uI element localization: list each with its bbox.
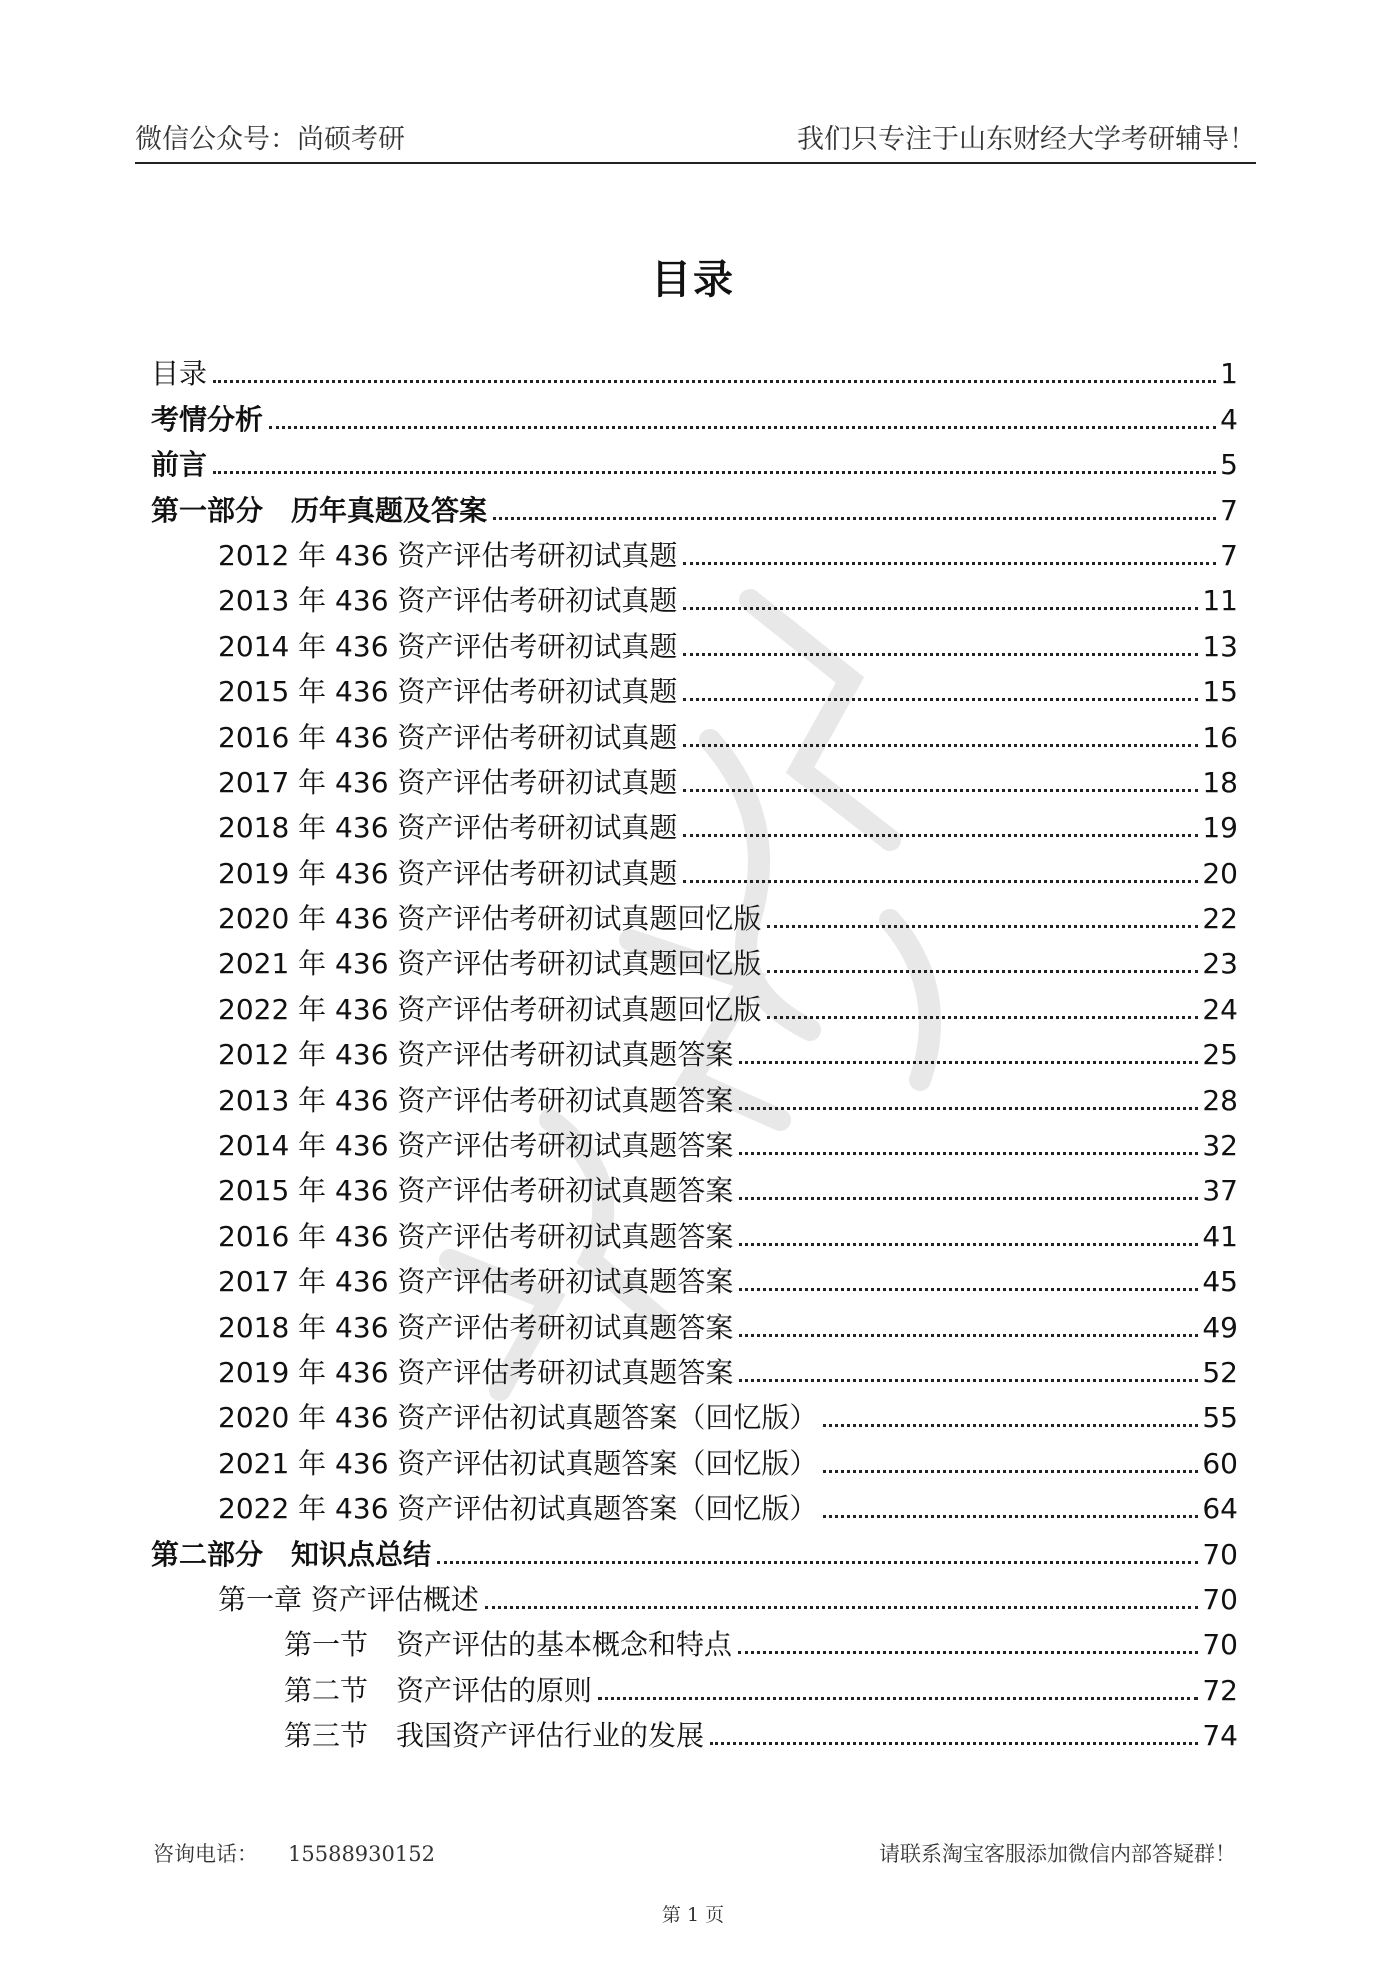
toc-entry-label: 2013 年 436 资产评估考研初试真题: [218, 584, 678, 618]
toc-dot-leader: [738, 1651, 1198, 1654]
toc-entry-label: 考情分析: [151, 402, 264, 436]
toc-entry-label: 2018 年 436 资产评估考研初试真题: [218, 811, 678, 845]
toc-dot-leader: [683, 880, 1198, 883]
toc-dot-leader: [823, 1424, 1198, 1427]
toc-entry-label: 2017 年 436 资产评估考研初试真题答案: [218, 1265, 734, 1299]
toc-entry-label: 2012 年 436 资产评估考研初试真题答案: [218, 1038, 734, 1072]
toc-entry[interactable]: [151, 842, 1238, 890]
toc-entry[interactable]: [151, 615, 1238, 663]
toc-entry-label: 2013 年 436 资产评估考研初试真题答案: [218, 1083, 734, 1117]
toc-entry-page: 16: [1202, 720, 1238, 754]
toc-entry[interactable]: [151, 1024, 1238, 1072]
toc-entry-page: 49: [1202, 1310, 1238, 1344]
toc-entry[interactable]: [151, 1659, 1238, 1707]
toc-entry[interactable]: [151, 525, 1238, 570]
toc-entry-page: 55: [1202, 1401, 1238, 1435]
toc-dot-leader: [739, 1197, 1198, 1200]
toc-dot-leader: [493, 517, 1216, 520]
toc-entry[interactable]: [151, 1523, 1238, 1571]
toc-entry-label: 2015 年 436 资产评估考研初试真题答案: [218, 1174, 734, 1208]
toc-entry-page: 52: [1202, 1355, 1238, 1389]
toc-entry-page: 19: [1202, 811, 1238, 845]
toc-dot-leader: [739, 1107, 1198, 1110]
toc-entry[interactable]: [151, 1342, 1238, 1387]
toc-entry[interactable]: [151, 434, 1238, 482]
toc-entry-page: 70: [1202, 1582, 1238, 1616]
toc-entry-label: 第二节 资产评估的原则: [284, 1673, 593, 1707]
toc-dot-leader: [683, 789, 1198, 792]
table-of-contents: [151, 343, 1238, 1753]
phone-number: 15588930152: [288, 1842, 435, 1866]
toc-dot-leader: [683, 562, 1216, 565]
toc-entry-page: 41: [1202, 1219, 1238, 1253]
toc-entry[interactable]: [151, 1614, 1238, 1662]
toc-entry-page: 25: [1202, 1038, 1238, 1072]
toc-entry-label: 2015 年 436 资产评估考研初试真题: [218, 675, 678, 709]
toc-dot-leader: [739, 1379, 1198, 1382]
toc-entry-page: 18: [1202, 765, 1238, 799]
toc-entry-page: 20: [1202, 856, 1238, 890]
toc-entry-page: 60: [1202, 1446, 1238, 1480]
toc-dot-leader: [598, 1697, 1198, 1700]
toc-entry[interactable]: [151, 1069, 1238, 1117]
toc-entry-page: 32: [1202, 1129, 1238, 1163]
toc-entry-label: 2016 年 436 资产评估考研初试真题: [218, 720, 678, 754]
toc-entry[interactable]: [151, 1569, 1238, 1614]
toc-entry[interactable]: [151, 479, 1238, 527]
toc-entry-page: 23: [1202, 947, 1238, 981]
toc-entry[interactable]: [151, 570, 1238, 618]
toc-entry-label: 2016 年 436 资产评估考研初试真题答案: [218, 1219, 734, 1253]
toc-dot-leader: [683, 834, 1198, 837]
toc-entry-label: 目录: [151, 357, 208, 391]
toc-entry-label: 第三节 我国资产评估行业的发展: [284, 1719, 705, 1753]
toc-entry[interactable]: [151, 388, 1238, 436]
toc-entry[interactable]: [151, 933, 1238, 981]
footer-phone: [153, 1838, 465, 1868]
toc-dot-leader: [683, 698, 1198, 701]
toc-entry-label: 第一节 资产评估的基本概念和特点: [284, 1628, 733, 1662]
toc-dot-leader: [739, 1243, 1198, 1246]
toc-entry-page: 4: [1220, 402, 1238, 436]
toc-entry[interactable]: [151, 343, 1238, 391]
toc-entry[interactable]: [151, 1205, 1238, 1253]
phone-label: 咨询电话：: [153, 1842, 258, 1866]
toc-entry[interactable]: [151, 661, 1238, 709]
toc-entry[interactable]: [151, 706, 1238, 754]
toc-entry-page: 72: [1202, 1673, 1238, 1707]
toc-dot-leader: [683, 607, 1198, 610]
toc-dot-leader: [683, 653, 1198, 656]
toc-entry-label: 2020 年 436 资产评估初试真题答案（回忆版）: [218, 1401, 818, 1435]
page-title: 目录: [651, 257, 735, 303]
toc-entry[interactable]: [151, 1115, 1238, 1163]
toc-entry-label: 2021 年 436 资产评估初试真题答案（回忆版）: [218, 1446, 818, 1480]
toc-dot-leader: [213, 471, 1216, 474]
toc-entry-page: 7: [1220, 538, 1238, 572]
toc-dot-leader: [213, 380, 1216, 383]
toc-entry[interactable]: [151, 888, 1238, 936]
toc-dot-leader: [767, 925, 1198, 928]
toc-dot-leader: [485, 1606, 1198, 1609]
header-left-text: 微信公众号：尚硕考研: [135, 124, 405, 155]
toc-dot-leader: [767, 970, 1198, 973]
toc-entry-label: 第一章 资产评估概述: [218, 1582, 479, 1616]
toc-entry[interactable]: [151, 1296, 1238, 1344]
toc-entry[interactable]: [151, 752, 1238, 797]
toc-dot-leader: [739, 1334, 1198, 1337]
toc-entry-label: 2017 年 436 资产评估考研初试真题: [218, 765, 678, 799]
toc-entry-label: 2021 年 436 资产评估考研初试真题回忆版: [218, 947, 762, 981]
page-header: [135, 118, 1256, 164]
toc-entry-label: 2019 年 436 资产评估考研初试真题: [218, 856, 678, 890]
toc-entry-page: 22: [1202, 902, 1238, 936]
page-footer: [153, 1838, 1236, 1868]
toc-entry-page: 15: [1202, 675, 1238, 709]
toc-entry-page: 13: [1202, 629, 1238, 663]
page-number: 第 1 页: [661, 1904, 725, 1926]
toc-entry[interactable]: [151, 978, 1238, 1026]
toc-entry-label: 2012 年 436 资产评估考研初试真题: [218, 538, 678, 572]
toc-entry[interactable]: [151, 1432, 1238, 1480]
toc-entry-page: 11: [1202, 584, 1238, 618]
toc-entry-page: 37: [1202, 1174, 1238, 1208]
toc-dot-leader: [823, 1515, 1198, 1518]
toc-entry[interactable]: [151, 1705, 1238, 1753]
toc-entry-page: 45: [1202, 1265, 1238, 1299]
toc-entry-page: 5: [1220, 448, 1238, 482]
footer-right-text: 请联系淘宝客服添加微信内部答疑群！: [879, 1842, 1236, 1866]
header-right-text: 我们只专注于山东财经大学考研辅导！: [797, 124, 1256, 155]
toc-entry-label: 2022 年 436 资产评估考研初试真题回忆版: [218, 992, 762, 1026]
toc-entry-label: 前言: [151, 448, 208, 482]
toc-dot-leader: [269, 426, 1216, 429]
toc-entry[interactable]: [151, 1387, 1238, 1435]
toc-entry-page: 70: [1202, 1537, 1238, 1571]
toc-entry-label: 第一部分 历年真题及答案: [151, 493, 488, 527]
toc-dot-leader: [767, 1016, 1198, 1019]
toc-dot-leader: [823, 1470, 1198, 1473]
toc-entry-label: 2019 年 436 资产评估考研初试真题答案: [218, 1355, 734, 1389]
toc-dot-leader: [710, 1742, 1198, 1745]
toc-entry-page: 1: [1220, 357, 1238, 391]
toc-dot-leader: [683, 744, 1198, 747]
toc-entry-label: 第二部分 知识点总结: [151, 1537, 432, 1571]
toc-entry-page: 74: [1202, 1719, 1238, 1753]
toc-entry-label: 2018 年 436 资产评估考研初试真题答案: [218, 1310, 734, 1344]
toc-entry[interactable]: [151, 797, 1238, 845]
toc-dot-leader: [739, 1288, 1198, 1291]
toc-entry[interactable]: [151, 1160, 1238, 1208]
toc-entry-label: 2014 年 436 资产评估考研初试真题: [218, 629, 678, 663]
toc-dot-leader: [739, 1152, 1198, 1155]
toc-entry-page: 28: [1202, 1083, 1238, 1117]
toc-entry-label: 2020 年 436 资产评估考研初试真题回忆版: [218, 902, 762, 936]
toc-dot-leader: [437, 1561, 1198, 1564]
toc-entry[interactable]: [151, 1478, 1238, 1526]
toc-entry-page: 70: [1202, 1628, 1238, 1662]
toc-entry[interactable]: [151, 1251, 1238, 1299]
toc-entry-page: 24: [1202, 992, 1238, 1026]
toc-entry-label: 2014 年 436 资产评估考研初试真题答案: [218, 1129, 734, 1163]
toc-dot-leader: [739, 1061, 1198, 1064]
toc-entry-page: 64: [1202, 1492, 1238, 1526]
toc-entry-label: 2022 年 436 资产评估初试真题答案（回忆版）: [218, 1492, 818, 1526]
toc-entry-page: 7: [1220, 493, 1238, 527]
